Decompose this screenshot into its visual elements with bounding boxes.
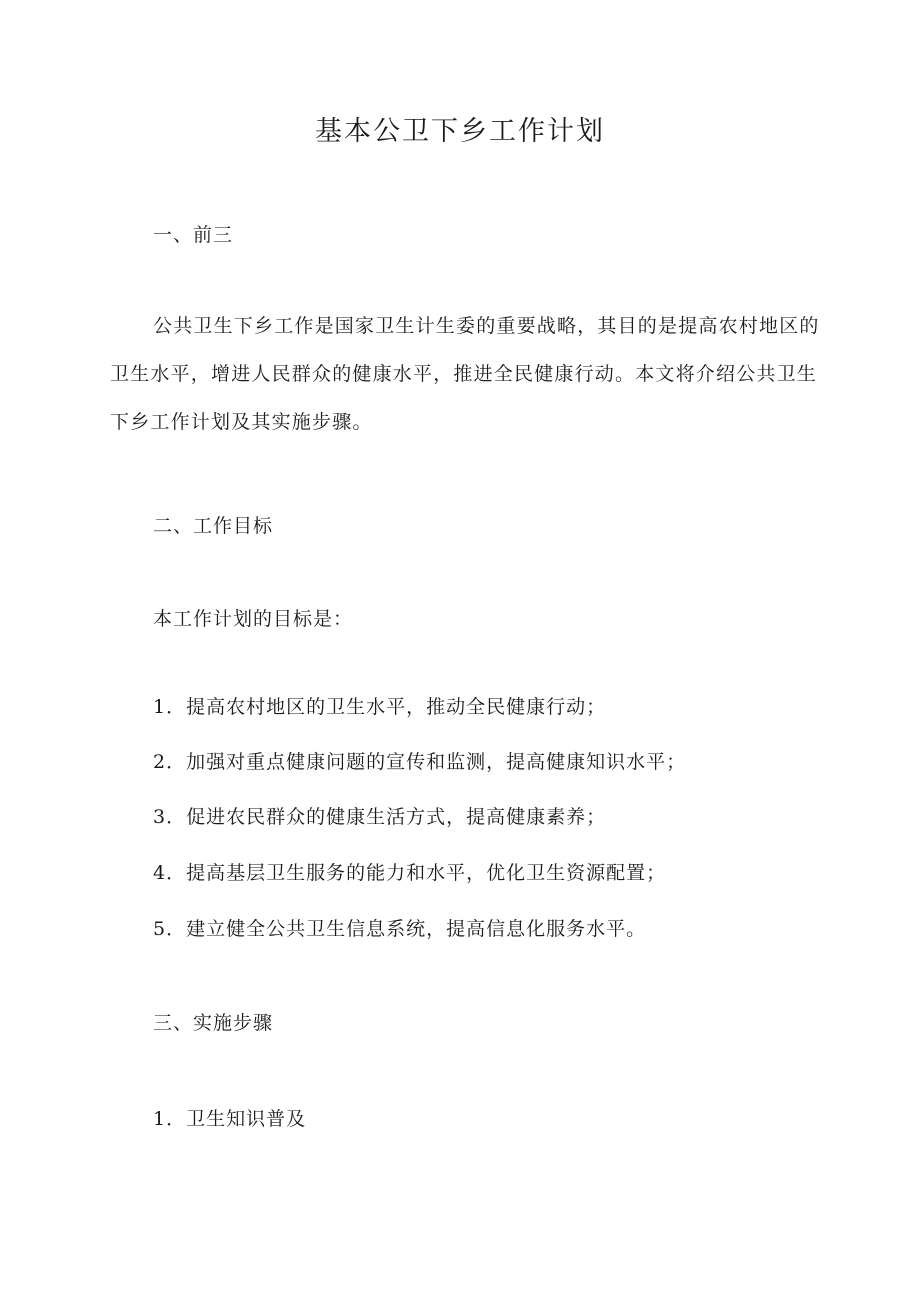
goals-intro: 本工作计划的目标是： bbox=[153, 608, 354, 630]
section-heading-preface: 一、前三 bbox=[153, 224, 234, 246]
document-title: 基本公卫下乡工作计划 bbox=[315, 116, 605, 147]
goal-item-2: 2．加强对重点健康问题的宣传和监测，提高健康知识水平； bbox=[153, 751, 687, 773]
goal-item-4: 4．提高基层卫生服务的能力和水平，优化卫生资源配置； bbox=[153, 862, 667, 884]
section-heading-steps: 三、实施步骤 bbox=[153, 1012, 274, 1034]
preface-paragraph: 公共卫生下乡工作是国家卫生计生委的重要战略，其目的是提高农村地区的卫生水平，增进人民群众的健康水平，推进全民健康行动。本文将介绍公共卫生下乡工作计划及其实施步骤。 bbox=[110, 315, 820, 433]
section-heading-goals: 二、工作目标 bbox=[153, 515, 274, 537]
goal-item-1: 1．提高农村地区的卫生水平，推动全民健康行动； bbox=[153, 696, 607, 718]
step-item-1: 1．卫生知识普及 bbox=[153, 1108, 307, 1130]
goal-item-3: 3．促进农民群众的健康生活方式，提高健康素养； bbox=[153, 806, 607, 828]
goal-item-5: 5．建立健全公共卫生信息系统，提高信息化服务水平。 bbox=[153, 918, 647, 940]
